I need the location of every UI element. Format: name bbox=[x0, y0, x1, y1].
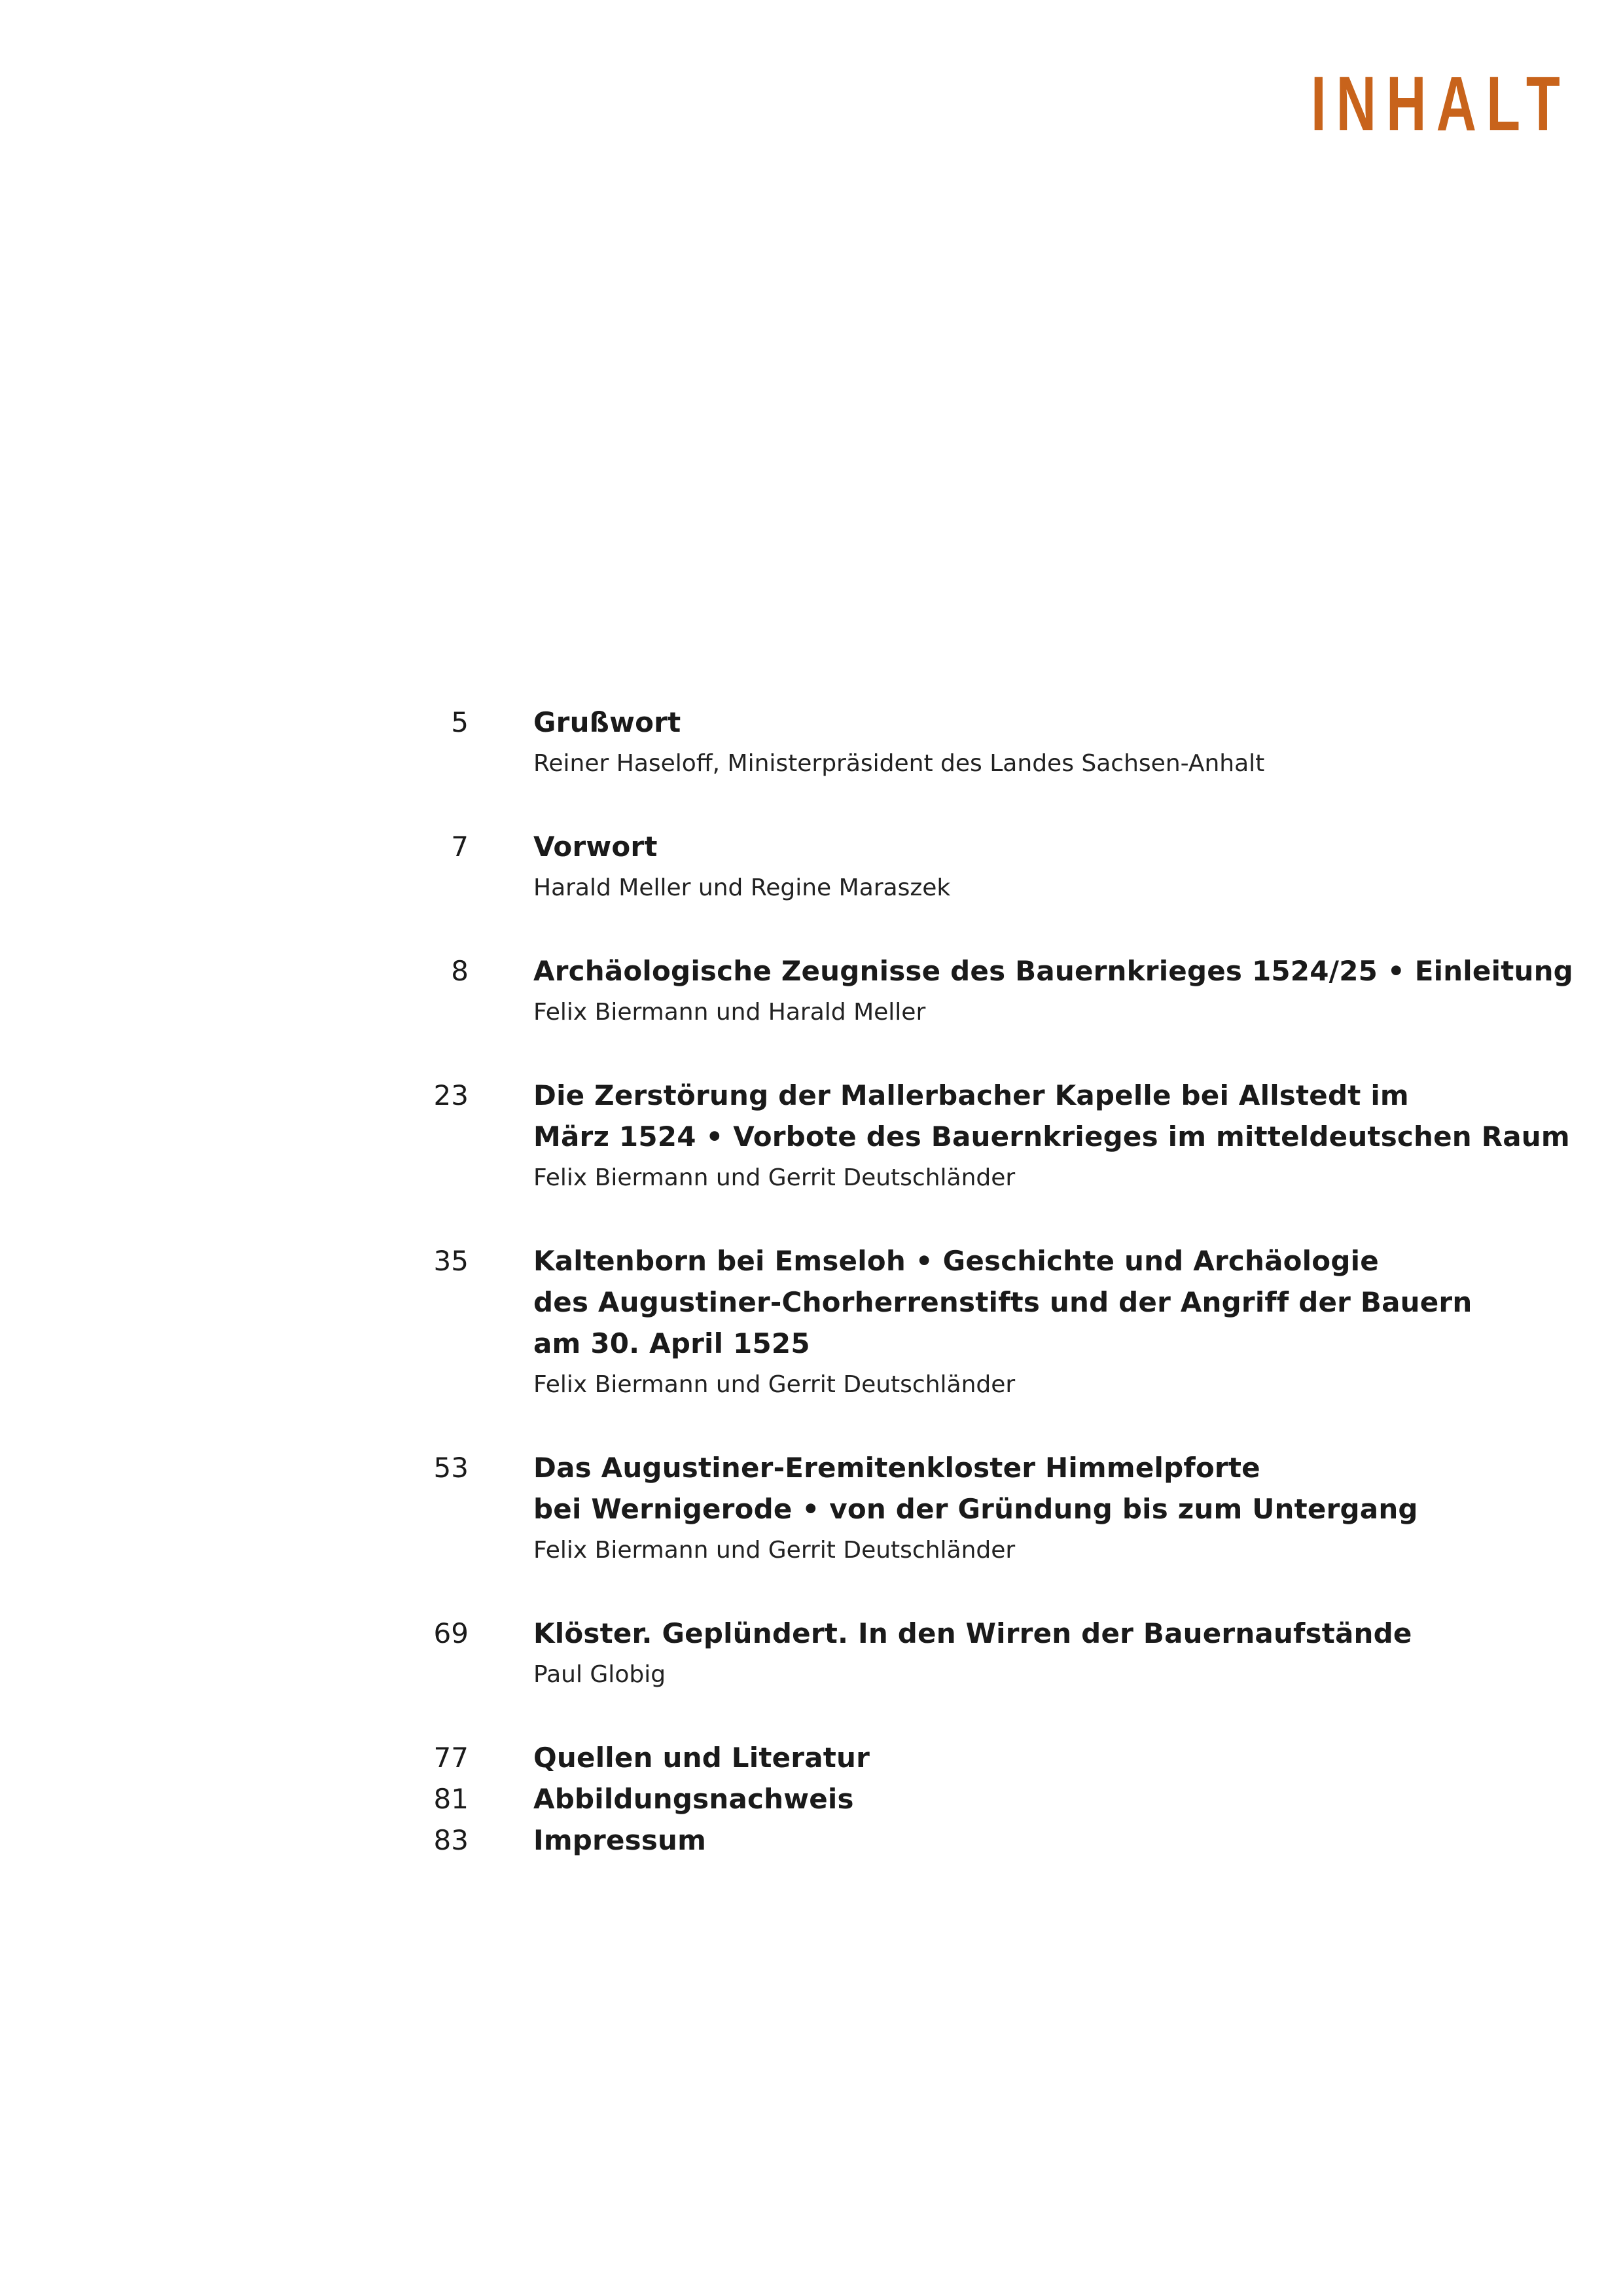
page-heading: INHALT bbox=[1311, 61, 1570, 147]
toc-author: Reiner Haseloff, Ministerpräsident des Landes Sachsen-Anhalt bbox=[533, 750, 1265, 777]
toc-page-number: 77 bbox=[433, 1742, 469, 1774]
toc-title bbox=[533, 1820, 1450, 1861]
toc-author: Harald Meller und Regine Maraszek bbox=[533, 874, 951, 901]
toc-title bbox=[533, 1240, 1472, 1364]
toc-title bbox=[533, 1447, 1450, 1530]
toc-title-line: bei Wernigerode • von der Gründung bis zum Untergang bbox=[533, 1493, 1418, 1525]
toc-entry-himmelpforte[interactable] bbox=[0, 1447, 1623, 1571]
toc-title-line: Grußwort bbox=[533, 706, 681, 738]
toc-author: Paul Globig bbox=[533, 1661, 666, 1688]
toc-title bbox=[533, 1737, 1450, 1778]
toc-title-line: Die Zerstörung der Mallerbacher Kapelle bei Allstedt im bbox=[533, 1079, 1409, 1111]
table-of-contents bbox=[0, 702, 1623, 1861]
toc-author: Felix Biermann und Gerrit Deutschländer bbox=[533, 1537, 1016, 1564]
toc-page-number: 35 bbox=[433, 1245, 469, 1277]
toc-author: Felix Biermann und Gerrit Deutschländer bbox=[533, 1371, 1016, 1398]
toc-entry-kloester[interactable] bbox=[0, 1613, 1623, 1695]
toc-page-number: 53 bbox=[433, 1452, 469, 1484]
toc-page-number: 8 bbox=[451, 955, 469, 987]
toc-title bbox=[533, 1613, 1450, 1654]
toc-author: Felix Biermann und Harald Meller bbox=[533, 999, 926, 1026]
toc-title bbox=[533, 826, 1450, 867]
toc-title-line: Vorwort bbox=[533, 831, 658, 863]
toc-entry-impressum[interactable] bbox=[0, 1820, 1623, 1861]
toc-page-number: 81 bbox=[433, 1783, 469, 1815]
toc-title-line: am 30. April 1525 bbox=[533, 1327, 810, 1359]
toc-title-line: Abbildungsnachweis bbox=[533, 1783, 854, 1815]
toc-entry-kaltenborn[interactable] bbox=[0, 1240, 1623, 1405]
toc-title-line: des Augustiner-Chorherrenstifts und der Angriff der Bauern bbox=[533, 1286, 1472, 1318]
toc-title-line: März 1524 • Vorbote des Bauernkrieges im mitteldeutschen Raum bbox=[533, 1121, 1570, 1153]
toc-page-number: 23 bbox=[433, 1079, 469, 1111]
toc-page-number: 69 bbox=[433, 1617, 469, 1649]
toc-entry-einleitung[interactable] bbox=[0, 950, 1623, 1033]
toc-author: Felix Biermann und Gerrit Deutschländer bbox=[533, 1164, 1016, 1191]
toc-entry-quellen[interactable] bbox=[0, 1737, 1623, 1778]
toc-title-line: Klöster. Geplündert. In den Wirren der Bauernaufstände bbox=[533, 1617, 1412, 1649]
toc-title-line: Das Augustiner-Eremitenkloster Himmelpforte bbox=[533, 1452, 1260, 1484]
toc-title bbox=[533, 1778, 1450, 1820]
toc-title-line: Archäologische Zeugnisse des Bauernkrieges 1524/25 • Einleitung bbox=[533, 955, 1573, 987]
toc-title-line: Kaltenborn bei Emseloh • Geschichte und Archäologie bbox=[533, 1245, 1379, 1277]
toc-page-number: 5 bbox=[451, 706, 469, 738]
toc-entry-mallerbacher-kapelle[interactable] bbox=[0, 1075, 1623, 1198]
toc-title-line: Quellen und Literatur bbox=[533, 1742, 870, 1774]
toc-entry-vorwort[interactable] bbox=[0, 826, 1623, 908]
toc-title bbox=[533, 1075, 1570, 1157]
toc-entry-abbildungsnachweis[interactable] bbox=[0, 1778, 1623, 1820]
toc-title-line: Impressum bbox=[533, 1824, 707, 1856]
toc-entry-gruesswort[interactable] bbox=[0, 702, 1623, 784]
toc-page-number: 7 bbox=[451, 831, 469, 863]
toc-page-number: 83 bbox=[433, 1824, 469, 1856]
toc-title bbox=[533, 702, 1450, 743]
toc-title bbox=[533, 950, 1573, 992]
